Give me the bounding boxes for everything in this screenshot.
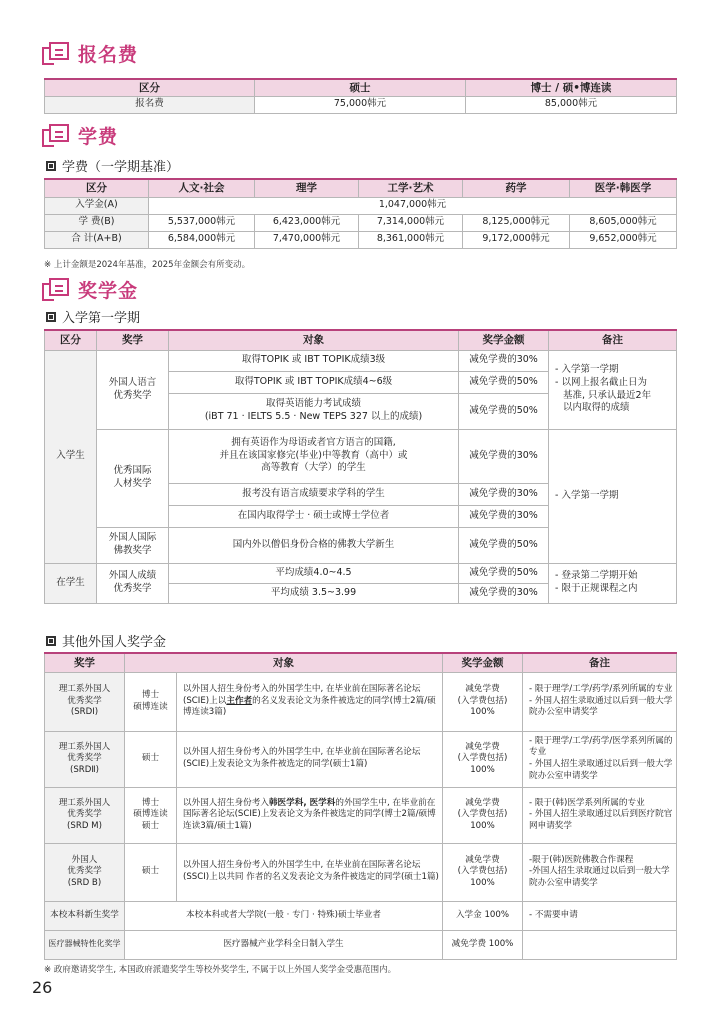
section-title-tuition: 学费 bbox=[40, 122, 118, 149]
table-row bbox=[45, 731, 677, 787]
first-semester-subtitle: 入学第一学期 bbox=[46, 307, 140, 326]
target-cell: 拥有英语作为母语或者官方语言的国籍, 并且在该国家修完(毕业)中等教育（高中）或 高等教育（大学）的学生 bbox=[169, 429, 459, 483]
os-header: 奖学 bbox=[45, 653, 125, 672]
table-row bbox=[45, 672, 677, 731]
tuition-cell: 8,605,000韩元 bbox=[570, 214, 677, 231]
category-current-students: 在学生 bbox=[45, 563, 97, 603]
tuition-cell: 7,314,000韩元 bbox=[359, 214, 463, 231]
amount-cell: 减免学费的50% bbox=[459, 527, 549, 563]
tuition-cell: 8,361,000韩元 bbox=[359, 231, 463, 248]
note-cell: - 入学第一学期 bbox=[549, 429, 677, 563]
alum-target: 本校本科或者大学院(一般 · 专门 · 特殊)硕士毕业者 bbox=[125, 901, 443, 930]
tuition-cell: 6,423,000韩元 bbox=[255, 214, 359, 231]
srd2-amount: 减免学费 (入学费包括) 100% bbox=[443, 731, 523, 787]
srdm-level: 博士 硕博连读 硕士 bbox=[125, 787, 177, 843]
note-cell: - 入学第一学期 - 以网上报名截止日为 基准, 只承认最近2年 以内取得的成绩 bbox=[549, 350, 677, 429]
square-bullet-icon bbox=[46, 312, 56, 322]
srdb-level: 硕士 bbox=[125, 843, 177, 901]
tuition-cell: 9,652,000韩元 bbox=[570, 231, 677, 248]
srd1-amount: 减免学费 (入学费包括) 100% bbox=[443, 672, 523, 731]
tuition-cell: 6,584,000韩元 bbox=[149, 231, 255, 248]
document-icon bbox=[40, 123, 70, 149]
amount-cell: 减免学费的50% bbox=[459, 371, 549, 393]
category-new-students: 入学生 bbox=[45, 350, 97, 563]
square-bullet-icon bbox=[46, 636, 56, 646]
srdm-note: - 限于(韩)医学系列所属的专业 - 外国人招生录取通过以后到医疗院官网申请奖学 bbox=[523, 787, 677, 843]
other-scholarship-subtitle: 其他外国人奖学金 bbox=[46, 631, 166, 650]
target-cell: 取得英语能力考试成绩 (iBT 71 · IELTS 5.5 · New TEPS 327 以上的成绩) bbox=[169, 393, 459, 429]
first-semester-table bbox=[44, 329, 677, 604]
section-title-fee: 报名费 bbox=[40, 40, 138, 67]
srd1-note: - 限于理学/工学/药学/系列所属的专业 - 外国人招生录取通过以后到一般大学院办公室申请奖学 bbox=[523, 672, 677, 731]
fs-header: 备注 bbox=[549, 330, 677, 350]
amount-cell: 减免学费的30% bbox=[459, 505, 549, 527]
alum-amount: 入学金 100% bbox=[443, 901, 523, 930]
srd2-note: - 限于理学/工学/药学/医学系列所属的专业 - 外国人招生录取通过以后到一般大学院办公室申请奖学 bbox=[523, 731, 677, 787]
fs-header: 对象 bbox=[169, 330, 459, 350]
document-icon bbox=[40, 277, 70, 303]
fee-header-category: 区分 bbox=[45, 79, 255, 96]
fs-header: 奖学金额 bbox=[459, 330, 549, 350]
tuition-cell: 9,172,000韩元 bbox=[463, 231, 570, 248]
section-title-scholarship: 奖学金 bbox=[40, 276, 138, 303]
group-language: 外国人语言 优秀奖学 bbox=[97, 350, 169, 429]
amount-cell: 减免学费的30% bbox=[459, 583, 549, 603]
table-row bbox=[45, 901, 677, 930]
target-cell: 平均成绩4.0~4.5 bbox=[169, 563, 459, 583]
tuition-cell: 5,537,000韩元 bbox=[149, 214, 255, 231]
fee-master-value: 75,000韩元 bbox=[255, 96, 466, 113]
note-cell: - 登录第二学期开始 - 限于正规课程之内 bbox=[549, 563, 677, 603]
srdb-target: 以外国人招生身份考入的外国学生中, 在毕业前在国际著名论坛(SSCI)上以共同 作者的名义发表论文为条件被选定的同学(硕士1篇) bbox=[177, 843, 443, 901]
alum-name: 本校本科新生奖学 bbox=[45, 901, 125, 930]
tuition-header: 工学·艺术 bbox=[359, 179, 463, 197]
srdb-name: 外国人 优秀奖学 (SRD B) bbox=[45, 843, 125, 901]
group-international: 优秀国际 人材奖学 bbox=[97, 429, 169, 527]
fee-header-doctor: 博士 / 硕•博连读 bbox=[466, 79, 677, 96]
tuition-header: 医学·韩医学 bbox=[570, 179, 677, 197]
fee-table bbox=[44, 78, 677, 114]
srd1-name: 理工系外国人 优秀奖学 (SRDⅠ) bbox=[45, 672, 125, 731]
srd2-target: 以外国人招生身份考入的外国学生中, 在毕业前在国际著名论坛(SCIE)上发表论文为条件被选定的同学(硕士1篇) bbox=[177, 731, 443, 787]
entrance-fee-value: 1,047,000韩元 bbox=[149, 197, 677, 214]
tuition-note: ※ 上计金额是2024年基准，2025年金额会有所变动。 bbox=[44, 260, 251, 270]
tuition-row-label: 学 费(B) bbox=[45, 214, 149, 231]
fee-header-master: 硕士 bbox=[255, 79, 466, 96]
table-row bbox=[45, 930, 677, 959]
target-cell: 平均成绩 3.5~3.99 bbox=[169, 583, 459, 603]
med-amount: 减免学费 100% bbox=[443, 930, 523, 959]
fs-header: 奖学 bbox=[97, 330, 169, 350]
group-buddhist: 外国人国际 佛教奖学 bbox=[97, 527, 169, 563]
os-header: 对象 bbox=[125, 653, 443, 672]
os-header: 备注 bbox=[523, 653, 677, 672]
target-cell: 取得TOPIK 或 IBT TOPIK成绩3级 bbox=[169, 350, 459, 371]
table-row bbox=[45, 787, 677, 843]
amount-cell: 减免学费的50% bbox=[459, 563, 549, 583]
tuition-table bbox=[44, 178, 677, 249]
srdm-name: 理工系外国人 优秀奖学 (SRD M) bbox=[45, 787, 125, 843]
alum-note: - 不需要申请 bbox=[523, 901, 677, 930]
target-cell: 取得TOPIK 或 IBT TOPIK成绩4~6级 bbox=[169, 371, 459, 393]
srdb-amount: 减免学费 (入学费包括) 100% bbox=[443, 843, 523, 901]
target-cell: 国内外以僧侣身份合格的佛教大学新生 bbox=[169, 527, 459, 563]
med-name: 医疗器械特性化奖学 bbox=[45, 930, 125, 959]
tuition-header: 区分 bbox=[45, 179, 149, 197]
tuition-cell: 8,125,000韩元 bbox=[463, 214, 570, 231]
med-target: 医疗器械产业学科全日制入学生 bbox=[125, 930, 443, 959]
srd1-target: 以外国人招生身份考入的外国学生中, 在毕业前在国际著名论坛(SCIE)上以主作者的名义发表论文为条件被选定的同学(博士2篇/硕博连读3篇) bbox=[177, 672, 443, 731]
page-number: 26 bbox=[32, 978, 53, 997]
tuition-cell: 7,470,000韩元 bbox=[255, 231, 359, 248]
srdm-target: 以外国人招生身份考入韩医学科, 医学科的外国学生中, 在毕业前在国际著名论坛(SCIE)上发表论文为条件被选定的同学(博士2篇/硕博连读3篇/硕士1篇) bbox=[177, 787, 443, 843]
fs-header: 区分 bbox=[45, 330, 97, 350]
table-row bbox=[45, 843, 677, 901]
tuition-subtitle: 学费（一学期基准） bbox=[46, 156, 179, 175]
tuition-row-label: 入学金(A) bbox=[45, 197, 149, 214]
tuition-header: 人文·社会 bbox=[149, 179, 255, 197]
tuition-header: 理学 bbox=[255, 179, 359, 197]
amount-cell: 减免学费的30% bbox=[459, 429, 549, 483]
document-icon bbox=[40, 41, 70, 67]
amount-cell: 减免学费的30% bbox=[459, 350, 549, 371]
other-scholarship-table bbox=[44, 652, 677, 960]
srd2-name: 理工系外国人 优秀奖学 (SRDⅡ) bbox=[45, 731, 125, 787]
group-grade: 外国人成绩 优秀奖学 bbox=[97, 563, 169, 603]
tuition-header: 药学 bbox=[463, 179, 570, 197]
srdb-note: -限于(韩)医院佛教合作课程 -外国人招生录取通过以后到一般大学院办公室申请奖学 bbox=[523, 843, 677, 901]
amount-cell: 减免学费的50% bbox=[459, 393, 549, 429]
target-cell: 报考没有语言成绩要求学科的学生 bbox=[169, 483, 459, 505]
os-header: 奖学金额 bbox=[443, 653, 523, 672]
srdm-amount: 减免学费 (入学费包括) 100% bbox=[443, 787, 523, 843]
fee-doctor-value: 85,000韩元 bbox=[466, 96, 677, 113]
amount-cell: 减免学费的30% bbox=[459, 483, 549, 505]
med-note bbox=[523, 930, 677, 959]
srd1-level: 博士 硕博连读 bbox=[125, 672, 177, 731]
fee-row-label: 报名费 bbox=[45, 96, 255, 113]
tuition-row-label: 合 计(A+B) bbox=[45, 231, 149, 248]
srd2-level: 硕士 bbox=[125, 731, 177, 787]
scholarship-note: ※ 政府邀请奖学生, 本国政府派遣奖学生等校外奖学生, 不属于以上外国人奖学金受惠范围内。 bbox=[44, 965, 397, 975]
target-cell: 在国内取得学士 · 硕士或博士学位者 bbox=[169, 505, 459, 527]
square-bullet-icon bbox=[46, 161, 56, 171]
